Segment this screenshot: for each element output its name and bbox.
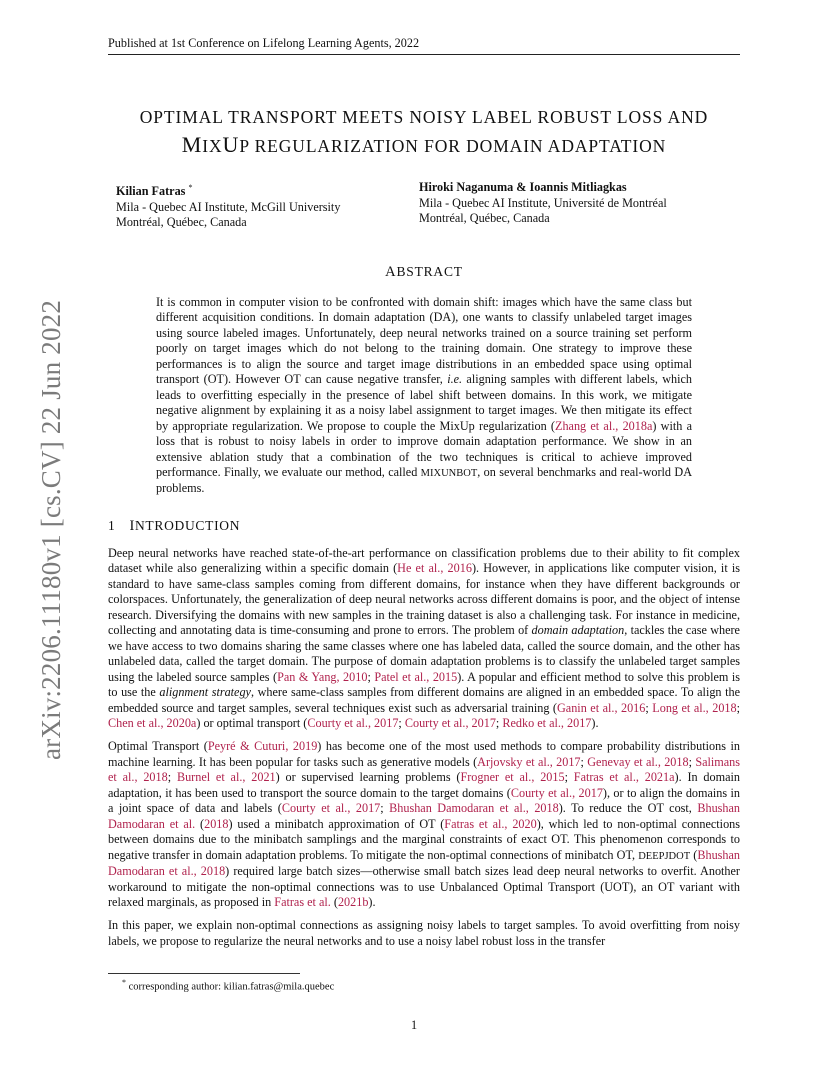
citation-link[interactable]: Bhushan Damodaran et al., 2018 (108, 847, 740, 879)
citation-link[interactable]: Ganin et al., 2016 (557, 700, 646, 715)
footnote-mark: * (188, 183, 193, 192)
citation-link[interactable]: Long et al., 2018 (652, 700, 737, 715)
abstract-text: It is common in computer vision to be confronted with domain shift: images which have the same class but different acquisition conditions. In domain adaptation (DA), one wants to classify unlabeled target images using source labeled images. Unfortunately, deep neural networks trained on a source training set perform poorly on target images which do not belong to the training domain. One strategy to improve these performances is to align the source and target image distributions in an embedded space using optimal transport (OT). However OT can cause negative transfer, i.e. aligning samples with different labels, which leads to overfitting especially in the presence of label shift between domains. In this work, we mitigate negative alignment by explaining it as a noisy label assignment to target images. We then mitigate its effect by appropriate regularization. We propose to couple the MixUp regularization (Zhang et al., 2018a) with a loss that is robust to noisy labels in order to improve domain adaptation performance. We show in an extensive ablation study that a combination of the two techniques is critical to achieve improved performance. Finally, we evaluate our method, called MIXUNBOT, on several benchmarks and real-world DA problems. (156, 295, 692, 496)
abstract-heading: ABSTRACT (385, 264, 463, 280)
paper-title (108, 104, 740, 160)
title-line-1: OPTIMAL TRANSPORT MEETS NOISY LABEL ROBUST LOSS AND (139, 107, 709, 127)
citation-link[interactable]: Fatras et al. (274, 894, 331, 909)
title-line-2: MIXUP REGULARIZATION FOR DOMAIN ADAPTATION (181, 132, 667, 157)
paragraph: Optimal Transport (Peyré & Cuturi, 2019) has become one of the most used methods to compare probability distributions in machine learning. It has been popular for tasks such as generative models (Arjovsky et al., 2017; Genevay et al., 2018; Salimans et al., 2018; Burnel et al., 2021) or supervised learning problems (Frogner et al., 2015; Fatras et al., 2021a). In domain adaptation, it has been used to transport the source domain to the target domains (Courty et al., 2017), or to align the domains in a joint space of data and labels (Courty et al., 2017; Bhushan Damodaran et al., 2018). To reduce the OT cost, Bhushan Damodaran et al. (2018) used a minibatch approximation of OT (Fatras et al., 2020), which led to non-optimal connections between domains due to the minibatch samplings and the marginal constraints of exact OT. This phenomenon corresponds to negative transfer in domain adaptation problems. To mitigate the non-optimal connections of minibatch OT, DEEPJDOT (Bhushan Damodaran et al., 2018) required large batch sizes—otherwise small batch sizes lead deep neural networks to overfit. Another workaround to mitigate the non-optimal connections was to use Unbalanced Optimal Transport (UOT), an OT variant with relaxed marginals, as proposed in Fatras et al. (2021b). (108, 739, 741, 909)
section-heading: 1 INTRODUCTION (108, 518, 241, 534)
author-name: Hiroki Naganuma & Ioannis Mitliagkas (419, 180, 627, 194)
author-location: Montréal, Québec, Canada (116, 215, 247, 230)
citation-link[interactable]: 2018 (204, 816, 229, 831)
author-name: Kilian Fatras (116, 184, 186, 199)
citation-link[interactable]: Arjovsky et al., 2017 (477, 754, 581, 769)
citation-link[interactable]: Burnel et al., 2021 (176, 770, 276, 785)
citation-link[interactable]: 2021b (337, 894, 369, 909)
citation-link[interactable]: Zhang et al., 2018a (555, 418, 653, 433)
method-name: DEEPJDOT (638, 850, 691, 862)
section-body (108, 546, 740, 957)
citation-link[interactable]: Redko et al., 2017 (502, 715, 592, 730)
paragraph: Deep neural networks have reached state-of-the-art performance on classification problems due to their ability to fit complex dataset while also generalizing within a specific domain (He et al., 2016). However, in applications like computer vision, it is standard to have same-class samples coming from different domains, for instance when they have different backgrounds or colorspaces. Unfortunately, the generalization of deep neural networks across different domains is poor, and the object of intense research. Diversifying the domains with new samples in the training dataset is also a challenging task. For instance in medicine, collecting and annotating data is time-consuming and prone to errors. The problem of domain adaptation, tackles the case where we have access to two domains sharing the same classes where one has labeled data, called the source domain, and the other has unlabeled data, called the target domain. The purpose of domain adaptation problems is to classify the unlabeled target samples using the labeled source samples (Pan & Yang, 2010; Patel et al., 2015). A popular and efficient method to solve this problem is to use the alignment strategy, where same-class samples from different domains are aligned in an embedded space. To align the embedded source and target samples, several techniques exist such as adversarial training (Ganin et al., 2016; Long et al., 2018; Chen et al., 2020a) or optimal transport (Courty et al., 2017; Courty et al., 2017; Redko et al., 2017). (108, 546, 740, 730)
method-name: MIXUNBOT (420, 467, 478, 479)
citation-link[interactable]: Fatras et al., 2020 (444, 816, 537, 831)
citation-link[interactable]: Chen et al., 2020a (108, 715, 197, 730)
page-number: 1 (410, 1018, 418, 1032)
author-block-left (116, 180, 340, 231)
citation-link[interactable]: Fatras et al., 2021a (573, 770, 675, 785)
citation-link[interactable]: Frogner et al., 2015 (460, 770, 565, 785)
venue-header: Published at 1st Conference on Lifelong Learning Agents, 2022 (108, 36, 740, 55)
citation-link[interactable]: Genevay et al., 2018 (587, 754, 689, 769)
author-affiliation: Mila - Quebec AI Institute, McGill University (116, 199, 341, 214)
footnote-divider (108, 973, 300, 974)
citation-link[interactable]: Salimans et al., 2018 (108, 754, 740, 785)
citation-link[interactable]: Patel et al., 2015 (374, 669, 458, 684)
citation-link[interactable]: Peyré & Cuturi, 2019 (207, 739, 318, 754)
citation-link[interactable]: Courty et al., 2017 (510, 785, 603, 800)
paragraph: In this paper, we explain non-optimal connections as assigning noisy labels to target samples. To avoid overfitting from noisy labels, we propose to regularize the neural networks and to use a noisy label robust loss in the transfer (108, 918, 740, 948)
citation-link[interactable]: Bhushan Damodaran et al. (108, 801, 741, 831)
author-affiliation: Mila - Quebec AI Institute, Université de Montréal (419, 195, 667, 210)
citation-link[interactable]: Pan & Yang, 2010 (277, 669, 368, 684)
citation-link[interactable]: Bhushan Damodaran et al., 2018 (389, 801, 559, 816)
arxiv-identifier: arXiv:2206.11180v1 [cs.CV] 22 Jun 2022 (36, 299, 66, 760)
citation-link[interactable]: Courty et al., 2017 (404, 715, 496, 730)
footnote: * corresponding author: kilian.fatras@mila.quebec (122, 978, 335, 993)
citation-link[interactable]: He et al., 2016 (397, 561, 472, 576)
author-block-right (419, 180, 667, 227)
citation-link[interactable]: Courty et al., 2017 (307, 715, 399, 730)
author-location: Montréal, Québec, Canada (419, 211, 550, 226)
citation-link[interactable]: Courty et al., 2017 (281, 801, 381, 816)
